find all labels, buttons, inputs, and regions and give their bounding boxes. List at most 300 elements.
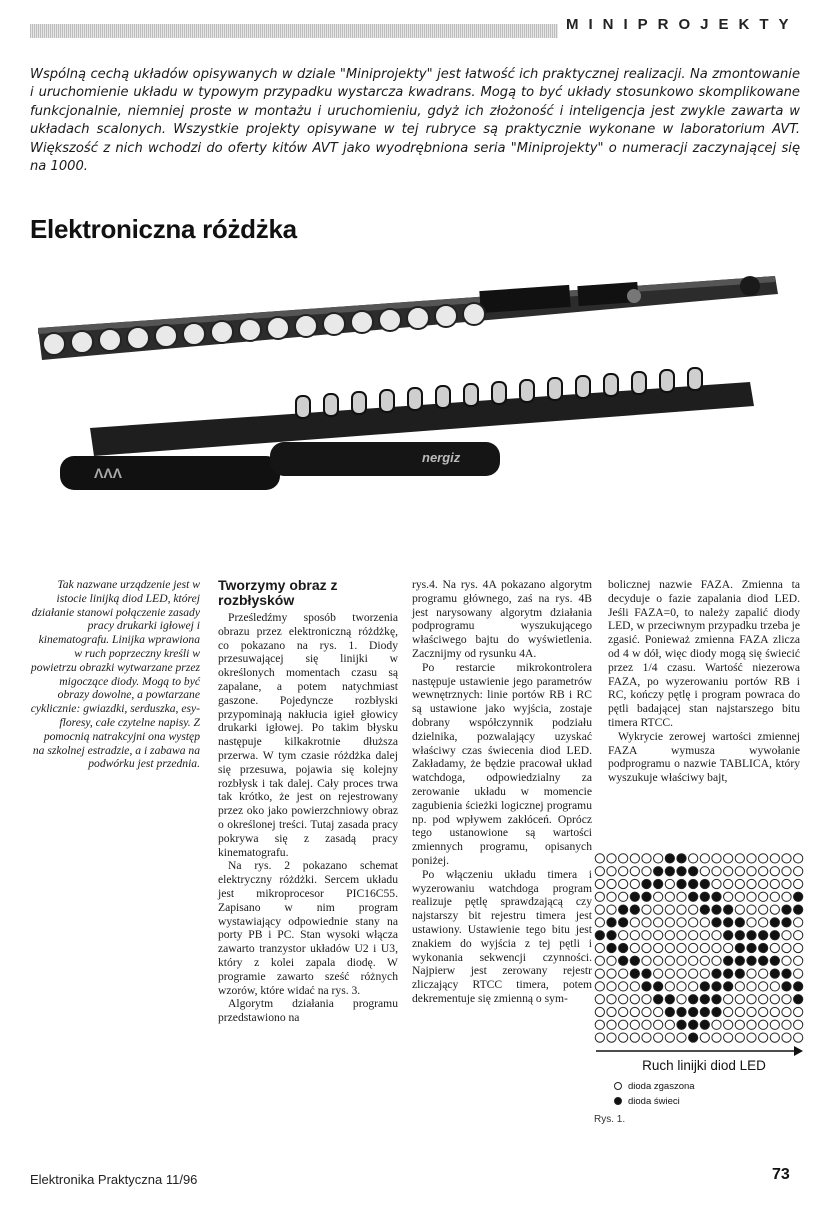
led-off bbox=[759, 1020, 768, 1029]
led-off bbox=[735, 854, 744, 863]
led-on bbox=[735, 918, 744, 927]
led-off bbox=[735, 982, 744, 991]
figure-title: Ruch linijki diod LED bbox=[642, 1058, 766, 1073]
led-on bbox=[724, 905, 733, 914]
led-on bbox=[759, 943, 768, 952]
led-off bbox=[724, 892, 733, 901]
led-off bbox=[654, 931, 663, 940]
led-off bbox=[782, 854, 791, 863]
led-off bbox=[712, 1033, 721, 1042]
led-on bbox=[712, 995, 721, 1004]
led-on bbox=[700, 879, 709, 888]
led-on bbox=[654, 982, 663, 991]
led-off bbox=[607, 982, 616, 991]
led-off bbox=[607, 879, 616, 888]
led-off bbox=[747, 892, 756, 901]
led-off bbox=[619, 879, 628, 888]
led-off bbox=[665, 969, 674, 978]
led-off bbox=[747, 995, 756, 1004]
led-on bbox=[782, 969, 791, 978]
led-on bbox=[735, 956, 744, 965]
led-on bbox=[665, 854, 674, 863]
led-on bbox=[689, 879, 698, 888]
led-off bbox=[642, 943, 651, 952]
led-on bbox=[724, 982, 733, 991]
led-off bbox=[607, 892, 616, 901]
led-on bbox=[619, 905, 628, 914]
led-on bbox=[700, 1007, 709, 1016]
led-off bbox=[712, 1020, 721, 1029]
led-off bbox=[619, 867, 628, 876]
led-on bbox=[642, 879, 651, 888]
led-off bbox=[677, 931, 686, 940]
led-off bbox=[677, 1033, 686, 1042]
led-off bbox=[689, 905, 698, 914]
led-on bbox=[712, 982, 721, 991]
led-off bbox=[642, 905, 651, 914]
led-on bbox=[630, 969, 639, 978]
led-off bbox=[712, 879, 721, 888]
led-off bbox=[595, 918, 604, 927]
led-on bbox=[782, 905, 791, 914]
led-off bbox=[770, 1020, 779, 1029]
led-off bbox=[700, 931, 709, 940]
led-off bbox=[794, 1020, 803, 1029]
led-on bbox=[654, 995, 663, 1004]
led-off bbox=[654, 943, 663, 952]
led-off bbox=[712, 867, 721, 876]
led-off bbox=[642, 956, 651, 965]
led-off bbox=[724, 879, 733, 888]
led-off bbox=[700, 1033, 709, 1042]
led-on bbox=[689, 1033, 698, 1042]
led-off bbox=[677, 956, 686, 965]
battery-label: nergiz bbox=[422, 450, 461, 465]
led-off bbox=[607, 905, 616, 914]
led-off bbox=[665, 1020, 674, 1029]
led-on bbox=[642, 892, 651, 901]
led-off bbox=[712, 943, 721, 952]
led-off bbox=[794, 918, 803, 927]
led-on bbox=[689, 892, 698, 901]
led-off bbox=[654, 969, 663, 978]
led-on bbox=[595, 931, 604, 940]
led-off bbox=[595, 854, 604, 863]
led-off bbox=[712, 854, 721, 863]
led-on bbox=[735, 931, 744, 940]
led-on bbox=[724, 931, 733, 940]
led-on bbox=[735, 969, 744, 978]
led-off bbox=[712, 931, 721, 940]
led-off bbox=[607, 1020, 616, 1029]
led-on bbox=[630, 892, 639, 901]
led-off bbox=[665, 879, 674, 888]
led-off bbox=[735, 1020, 744, 1029]
led-off bbox=[794, 879, 803, 888]
led-off bbox=[595, 995, 604, 1004]
column-2 bbox=[218, 578, 398, 1025]
led-off bbox=[747, 1007, 756, 1016]
led-on bbox=[712, 892, 721, 901]
led-off bbox=[642, 854, 651, 863]
led-off bbox=[747, 867, 756, 876]
led-on bbox=[689, 995, 698, 1004]
paragraph: bolicznej nazwie FAZA. Zmienna ta decyduje o fazie zapalania diod LED. Jeśli FAZA=0, to należy zapalić diody LED, w przeciwnym przypadku trzeba je zgasić. Ponieważ zmienna FAZA zlicza od 4 w dół, więc diody mogą się świecić przez 1/4 czasu. Wartość niezerowa FAZA, po wyzerowaniu portów RB i RC, kończy pętlę i program powraca do pętli badającej stan najstarszego bitu timera RTCC. bbox=[608, 578, 800, 729]
led-off bbox=[782, 892, 791, 901]
led-on bbox=[747, 931, 756, 940]
led-off bbox=[665, 931, 674, 940]
led-on bbox=[689, 867, 698, 876]
led-off bbox=[770, 1033, 779, 1042]
led-off bbox=[630, 867, 639, 876]
led-off bbox=[724, 1033, 733, 1042]
led-off bbox=[770, 892, 779, 901]
led-on bbox=[665, 867, 674, 876]
led-off bbox=[619, 995, 628, 1004]
led-off bbox=[619, 854, 628, 863]
led-on bbox=[607, 943, 616, 952]
article-title: Elektroniczna różdżka bbox=[30, 214, 297, 244]
led-off bbox=[654, 892, 663, 901]
led-off bbox=[782, 867, 791, 876]
led-off bbox=[689, 854, 698, 863]
led-on bbox=[654, 867, 663, 876]
led-off bbox=[724, 995, 733, 1004]
led-on bbox=[770, 969, 779, 978]
led-off bbox=[619, 892, 628, 901]
led-off bbox=[665, 905, 674, 914]
led-off bbox=[782, 956, 791, 965]
led-off bbox=[794, 854, 803, 863]
led-off bbox=[770, 905, 779, 914]
led-on bbox=[654, 879, 663, 888]
led-off bbox=[759, 854, 768, 863]
led-off bbox=[642, 1020, 651, 1029]
led-off bbox=[654, 918, 663, 927]
led-on bbox=[642, 969, 651, 978]
led-off bbox=[607, 1033, 616, 1042]
led-off bbox=[782, 995, 791, 1004]
led-on bbox=[677, 854, 686, 863]
led-off bbox=[595, 956, 604, 965]
led-on bbox=[712, 969, 721, 978]
led-on bbox=[794, 892, 803, 901]
led-off bbox=[759, 918, 768, 927]
led-off bbox=[735, 867, 744, 876]
led-off bbox=[724, 854, 733, 863]
led-on bbox=[712, 918, 721, 927]
led-on bbox=[724, 918, 733, 927]
led-on bbox=[724, 956, 733, 965]
led-off bbox=[630, 931, 639, 940]
led-off bbox=[607, 1007, 616, 1016]
led-off bbox=[595, 1020, 604, 1029]
led-off bbox=[700, 918, 709, 927]
led-off bbox=[712, 956, 721, 965]
led-on bbox=[782, 982, 791, 991]
section-title: MINIPROJEKTY bbox=[566, 16, 799, 33]
paragraph: Po restarcie mikrokontrolera następuje ustawienie jego parametrów wewnętrznych: linie portów RB i RC są ustawione jako wyjścia, zostaje dobrany współczynnik podziału dzielnika, pozwalający uzyskać właściwy czas świecenia diod LED. Zakładamy, że będzie pracował układ watchdoga, odpowiedzialny za zerowanie układu w momencie zagubienia ścieżki logicznej programu np. pod wpływem zakłóceń. Oprócz tego ustanowione są wartości zmiennych programu, opisanych poniżej. bbox=[412, 660, 592, 867]
led-off bbox=[747, 918, 756, 927]
paragraph: Wykrycie zerowej wartości zmiennej FAZA wymusza wywołanie podprogramu o nazwie TABLICA, który wyszukuje właściwy bajt, bbox=[608, 729, 800, 785]
led-off bbox=[595, 1033, 604, 1042]
led-off bbox=[770, 943, 779, 952]
led-off bbox=[770, 982, 779, 991]
led-on bbox=[770, 918, 779, 927]
led-off bbox=[630, 1007, 639, 1016]
led-on bbox=[677, 1007, 686, 1016]
led-off bbox=[595, 1007, 604, 1016]
led-on bbox=[770, 931, 779, 940]
led-on bbox=[677, 879, 686, 888]
led-off bbox=[759, 892, 768, 901]
led-off bbox=[630, 1020, 639, 1029]
led-off bbox=[735, 892, 744, 901]
led-on-icon bbox=[614, 1097, 622, 1105]
led-off bbox=[689, 982, 698, 991]
led-on bbox=[689, 1007, 698, 1016]
led-on bbox=[665, 995, 674, 1004]
led-off bbox=[677, 969, 686, 978]
led-off bbox=[724, 943, 733, 952]
led-off bbox=[619, 1007, 628, 1016]
led-off bbox=[782, 931, 791, 940]
led-off bbox=[700, 969, 709, 978]
led-on bbox=[700, 1020, 709, 1029]
led-off bbox=[630, 995, 639, 1004]
led-off bbox=[619, 1020, 628, 1029]
led-off bbox=[770, 854, 779, 863]
led-on bbox=[794, 982, 803, 991]
led-off bbox=[595, 943, 604, 952]
led-off bbox=[630, 1033, 639, 1042]
led-off bbox=[677, 995, 686, 1004]
led-off bbox=[747, 854, 756, 863]
led-off bbox=[794, 1033, 803, 1042]
led-off bbox=[595, 905, 604, 914]
led-off bbox=[782, 1007, 791, 1016]
led-off bbox=[747, 969, 756, 978]
led-off bbox=[654, 905, 663, 914]
led-on bbox=[712, 1007, 721, 1016]
led-off bbox=[595, 982, 604, 991]
led-off bbox=[794, 1007, 803, 1016]
led-off bbox=[654, 854, 663, 863]
led-on bbox=[759, 956, 768, 965]
led-off bbox=[689, 969, 698, 978]
led-off bbox=[759, 879, 768, 888]
led-off bbox=[607, 854, 616, 863]
led-on bbox=[607, 931, 616, 940]
led-on bbox=[689, 1020, 698, 1029]
led-on bbox=[794, 905, 803, 914]
led-off bbox=[677, 905, 686, 914]
led-off bbox=[794, 943, 803, 952]
led-off bbox=[607, 995, 616, 1004]
led-off bbox=[654, 1007, 663, 1016]
led-off bbox=[665, 982, 674, 991]
led-off bbox=[759, 1007, 768, 1016]
led-off bbox=[724, 1007, 733, 1016]
led-off bbox=[747, 982, 756, 991]
led-on bbox=[794, 995, 803, 1004]
led-off bbox=[770, 1007, 779, 1016]
direction-arrow-icon bbox=[594, 1044, 804, 1058]
led-off bbox=[642, 867, 651, 876]
led-off bbox=[700, 854, 709, 863]
led-off bbox=[794, 867, 803, 876]
led-off-icon bbox=[614, 1082, 622, 1090]
led-off bbox=[619, 931, 628, 940]
led-off bbox=[747, 1020, 756, 1029]
led-off bbox=[630, 854, 639, 863]
led-on bbox=[665, 1007, 674, 1016]
paragraph: Na rys. 2 pokazano schemat elektryczny różdżki. Sercem układu jest mikroprocesor PIC16C55. Zapisano w nim program wystawiający odpowiednie stany na porty PB i PC. Stan wysoki włącza zawarto tranzystor układów U2 i U3, który z kolei zapala diodę. W programie zawarto sześć różnych wzorów, które widać na rys. 3. bbox=[218, 859, 398, 997]
led-off bbox=[782, 1033, 791, 1042]
led-off bbox=[724, 867, 733, 876]
led-off bbox=[607, 956, 616, 965]
led-off bbox=[747, 1033, 756, 1042]
led-off bbox=[759, 982, 768, 991]
led-off bbox=[794, 956, 803, 965]
led-off bbox=[677, 892, 686, 901]
led-on bbox=[619, 956, 628, 965]
led-on bbox=[747, 943, 756, 952]
led-on bbox=[619, 943, 628, 952]
led-off bbox=[619, 982, 628, 991]
led-on bbox=[712, 905, 721, 914]
led-off bbox=[642, 1007, 651, 1016]
led-on bbox=[677, 1020, 686, 1029]
publication-footer: Elektronika Praktyczna 11/96 bbox=[30, 1172, 198, 1187]
led-off bbox=[595, 867, 604, 876]
led-off bbox=[782, 943, 791, 952]
led-on bbox=[759, 931, 768, 940]
led-off bbox=[665, 892, 674, 901]
led-off bbox=[654, 1020, 663, 1029]
led-off bbox=[724, 1020, 733, 1029]
led-off bbox=[782, 879, 791, 888]
led-off bbox=[630, 918, 639, 927]
led-off bbox=[642, 918, 651, 927]
paragraph: Po włączeniu układu timera i wyzerowaniu watchdoga program realizuje pętlę sprawdzającą czy najstarszy bit rejestru timera jest ustawiony. Ustawienie tego bitu jest znakiem do wyjścia z tej pętli i wykonania sekwencji czynności. Najpierw jest zerowany rejestr zliczający RTCC timera, potem dekrementuje się zmienną o sym- bbox=[412, 867, 592, 1005]
led-off bbox=[665, 956, 674, 965]
led-on bbox=[700, 905, 709, 914]
led-off bbox=[630, 982, 639, 991]
led-off bbox=[595, 969, 604, 978]
header-rule bbox=[30, 24, 558, 38]
page-number: 73 bbox=[772, 1166, 790, 1183]
led-off bbox=[700, 867, 709, 876]
led-off bbox=[759, 969, 768, 978]
led-off bbox=[630, 943, 639, 952]
column-4 bbox=[608, 578, 800, 785]
led-off bbox=[735, 1033, 744, 1042]
led-off bbox=[654, 956, 663, 965]
led-on bbox=[747, 956, 756, 965]
led-off bbox=[770, 867, 779, 876]
led-on bbox=[700, 892, 709, 901]
led-on bbox=[735, 943, 744, 952]
led-off bbox=[700, 943, 709, 952]
led-off bbox=[677, 918, 686, 927]
led-off bbox=[677, 943, 686, 952]
led-off bbox=[794, 969, 803, 978]
led-off bbox=[700, 956, 709, 965]
led-on bbox=[630, 956, 639, 965]
led-off bbox=[759, 905, 768, 914]
led-off bbox=[735, 905, 744, 914]
led-off bbox=[677, 982, 686, 991]
led-off bbox=[747, 905, 756, 914]
product-photo bbox=[30, 256, 805, 546]
led-off bbox=[782, 1020, 791, 1029]
led-on bbox=[677, 867, 686, 876]
led-off bbox=[770, 995, 779, 1004]
figure-label: Rys. 1. bbox=[594, 1114, 626, 1125]
led-off bbox=[619, 1033, 628, 1042]
led-off bbox=[689, 956, 698, 965]
led-off bbox=[642, 995, 651, 1004]
led-off bbox=[654, 1033, 663, 1042]
led-off bbox=[665, 1033, 674, 1042]
legend-off: dioda zgaszona bbox=[614, 1081, 695, 1092]
led-matrix-figure bbox=[594, 852, 804, 1044]
led-off bbox=[607, 867, 616, 876]
led-on bbox=[770, 956, 779, 965]
led-on bbox=[642, 982, 651, 991]
led-off bbox=[665, 918, 674, 927]
led-off bbox=[642, 1033, 651, 1042]
led-off bbox=[759, 1033, 768, 1042]
led-off bbox=[689, 943, 698, 952]
photo-caption: Tak nazwane urządzenie jest w istocie linijką diod LED, której działanie stanowi połączenie zasady pracy drukarki igłowej i kinematografu. Linijka wprawiona w ruch poprzeczny kreśli w powietrzu obrazki wytwarzane przez migoczące diody. Mogą to być obrazy dowolne, a powtarzane cyklicznie: gwiazdki, serduszka, esy-floresy, całe czytelne napisy. Z pomocnią natrakcyjni ona występ na szkolnej estradzie, a i zabawa na podwórku jest przednia. bbox=[30, 578, 200, 771]
led-on bbox=[607, 918, 616, 927]
led-on bbox=[782, 918, 791, 927]
led-on bbox=[724, 969, 733, 978]
intro-paragraph: Wspólną cechą układów opisywanych w dziale "Miniprojekty" jest łatwość ich praktycznej realizacji. Na zmontowanie i uruchomienie układu w typowym przypadku wystarcza kwadrans. Mogą to być układy stosunkowo skomplikowane funkcjonalnie, niemniej proste w montażu i uruchomieniu, gdyż ich złożoność i inteligencja jest zwykle zawarta w układach scalonych. Wszystkie projekty opisywane w tej rubryce są praktycznie wykonane w laboratorium AVT. Większość z nich wchodzi do oferty kitów AVT jako wyodrębniona seria "Miniprojekty" o numeracji zaczynającej się na 1000. bbox=[30, 67, 800, 175]
legend-on: dioda świeci bbox=[614, 1096, 680, 1107]
subheading: Tworzymy obraz z rozbłysków bbox=[218, 577, 338, 608]
paragraph: Prześledźmy sposób tworzenia obrazu przez elektroniczną różdżkę, co pokazano na rys. 1. Diody przesuwającej się linijki w określonych momentach czasu są zapalane, a potem natychmiast gaszone. Pojedyncze rozbłyski przypominają nakłucia igieł głowicy drukarki igłowej. Po takim błysku następuje kilkakrotnie dłuższa przerwa. W tym czasie różdżka dalej się przesuwa, pojawia się kolejny rozbłysk i tak dalej. Cały proces trwa tak krótko, że jest on rejestrowany przez oko jako powierzchniowy obraz o określonej treści. Tutaj zasada pracy pokrywa się z zasadą pracy kinematografu. bbox=[218, 611, 398, 859]
led-off bbox=[595, 879, 604, 888]
led-off bbox=[759, 995, 768, 1004]
led-off bbox=[747, 879, 756, 888]
led-off bbox=[735, 1007, 744, 1016]
led-off bbox=[735, 995, 744, 1004]
led-off bbox=[619, 969, 628, 978]
led-off bbox=[735, 879, 744, 888]
led-off bbox=[794, 931, 803, 940]
paragraph: Algorytm działania programu przedstawiono na bbox=[218, 997, 398, 1025]
led-on bbox=[619, 918, 628, 927]
led-off bbox=[689, 931, 698, 940]
led-off bbox=[759, 867, 768, 876]
led-on bbox=[700, 982, 709, 991]
svg-text:ɅɅɅ: ɅɅɅ bbox=[94, 465, 123, 481]
led-off bbox=[689, 918, 698, 927]
column-3 bbox=[412, 578, 592, 1006]
led-off bbox=[630, 879, 639, 888]
led-off bbox=[595, 892, 604, 901]
led-off bbox=[770, 879, 779, 888]
paragraph: rys.4. Na rys. 4A pokazano algorytm programu głównego, zaś na rys. 4B jest narysowany algorytm działania podprogramu wyszukującego właściwego bajtu do wyświetlenia. Zacznijmy od rysunku 4A. bbox=[412, 578, 592, 660]
led-on bbox=[700, 995, 709, 1004]
led-off bbox=[665, 943, 674, 952]
led-on bbox=[630, 905, 639, 914]
led-off bbox=[642, 931, 651, 940]
led-off bbox=[607, 969, 616, 978]
